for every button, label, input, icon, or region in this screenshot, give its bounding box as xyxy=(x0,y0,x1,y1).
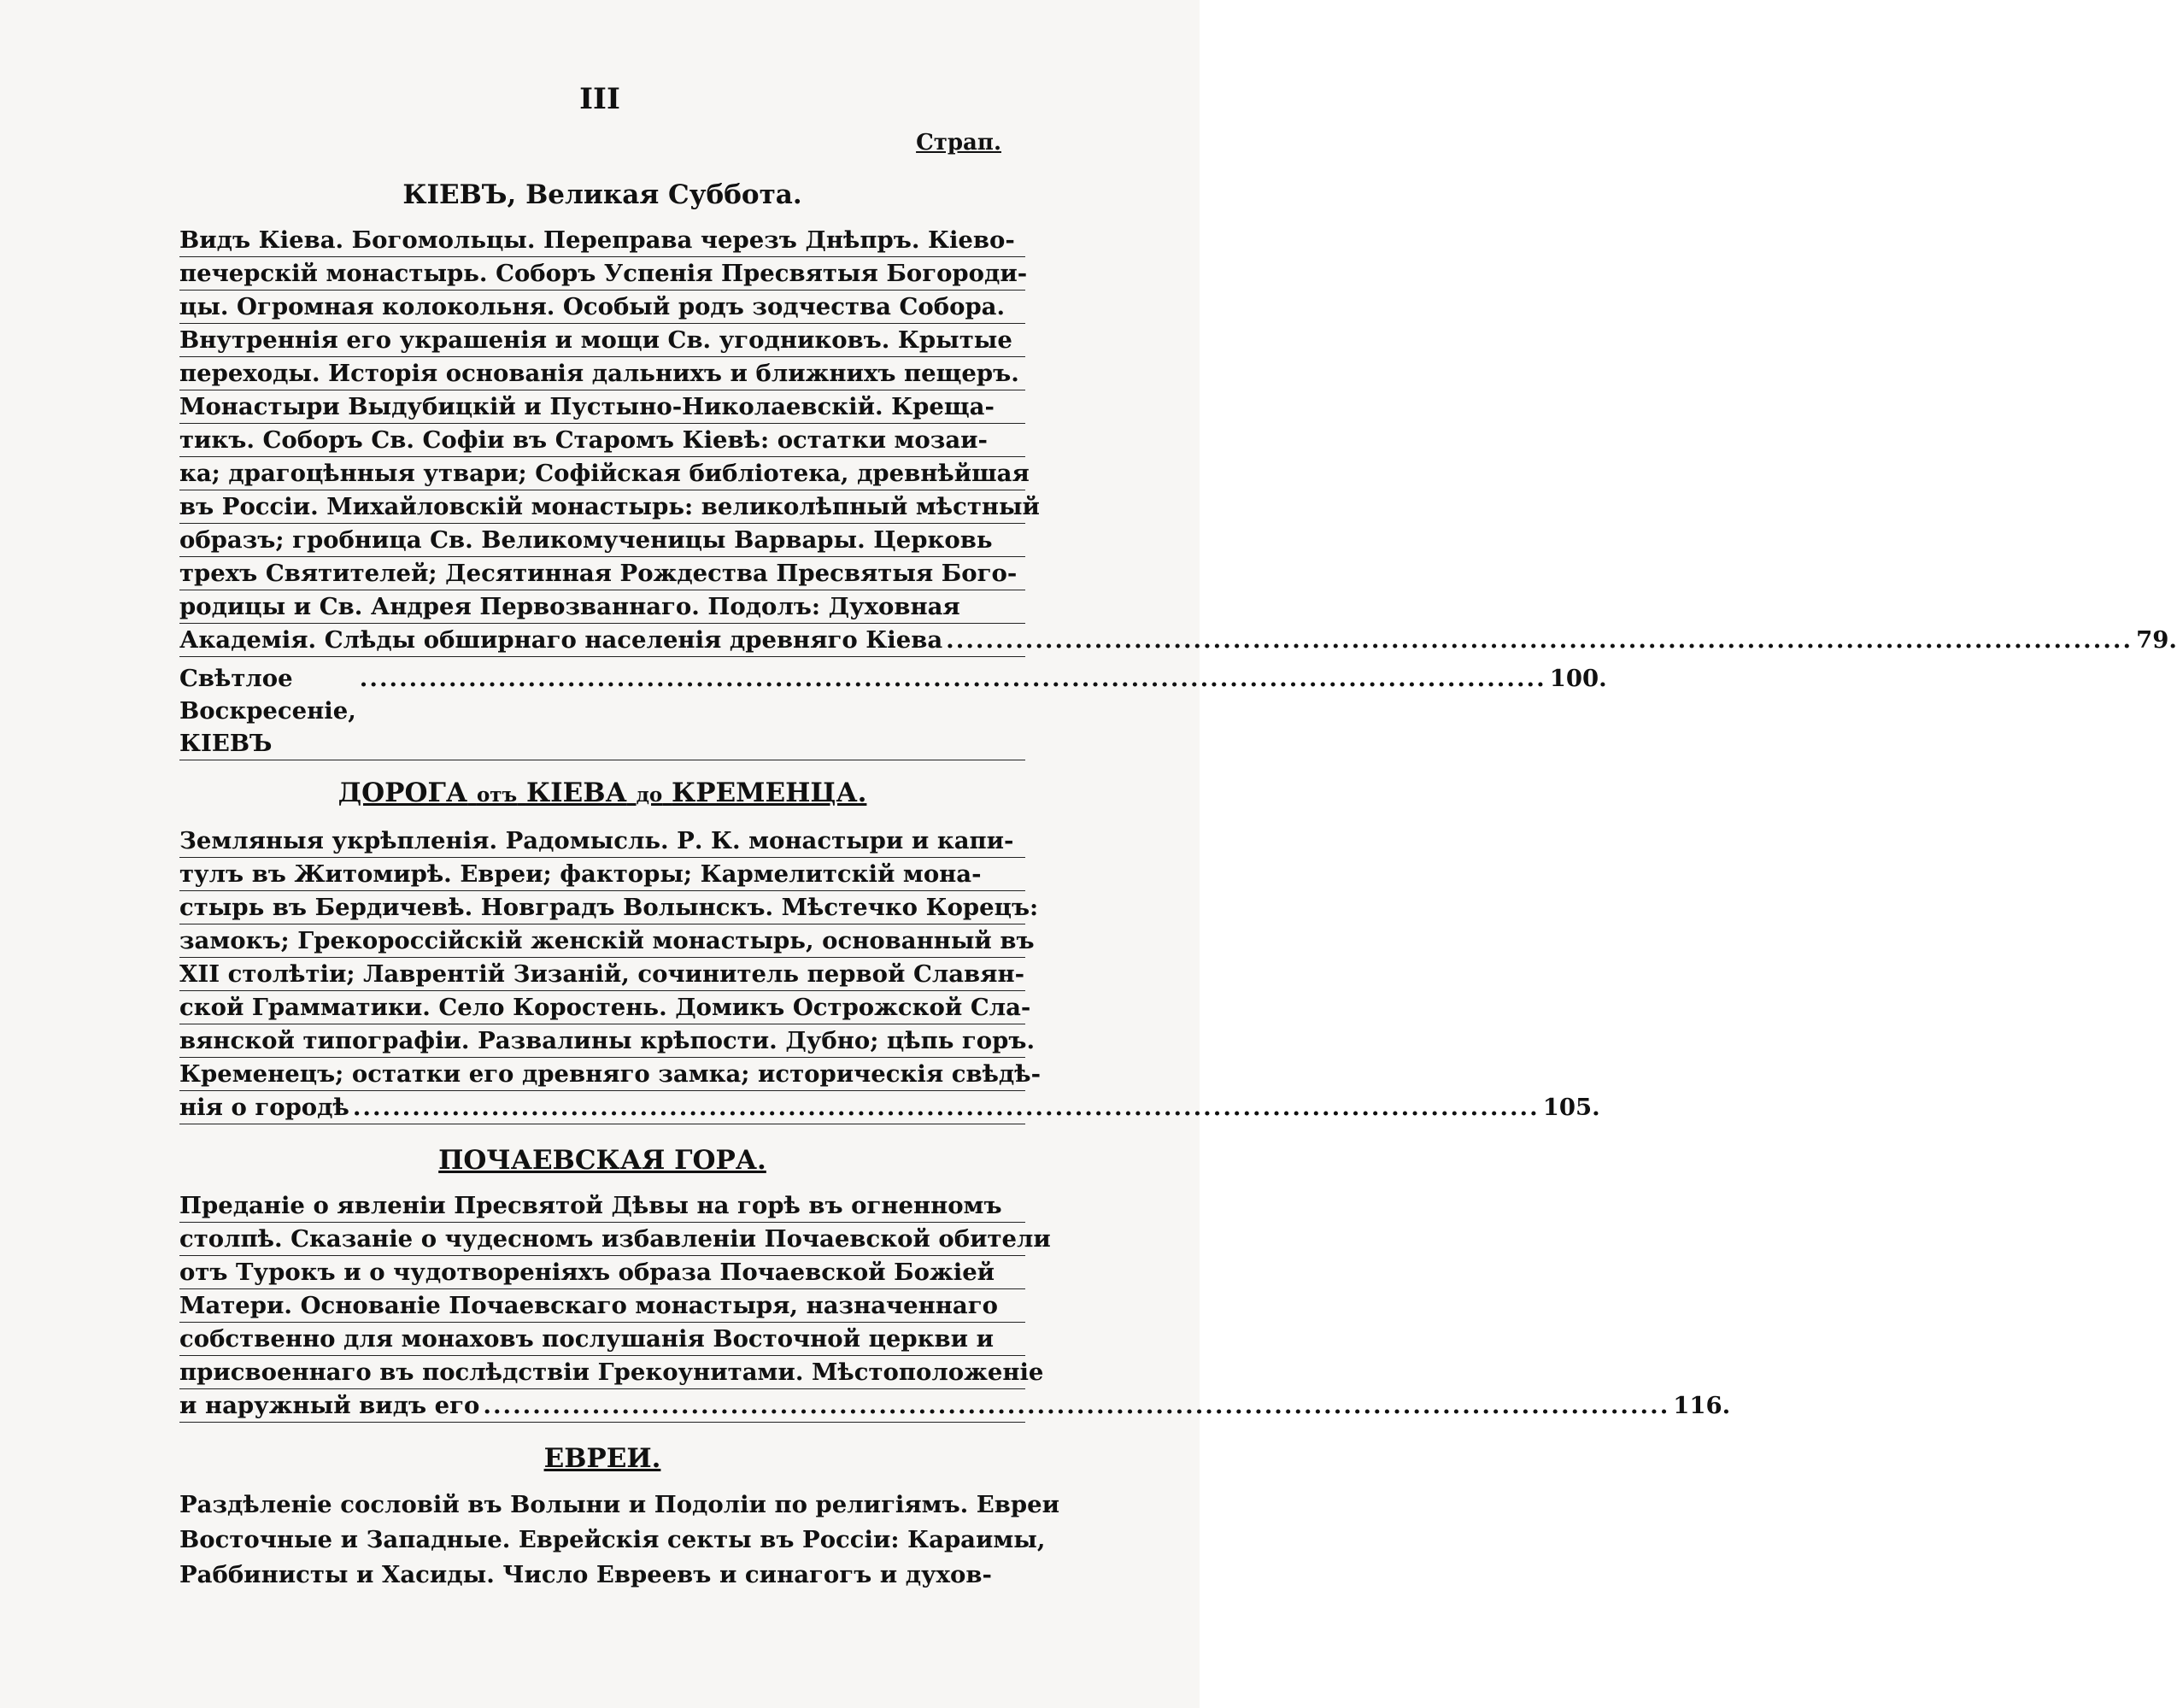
toc-entry-last-line xyxy=(179,1091,1600,1124)
toc-entry-line: замокъ; Грекороссійскій женскій монастырь, основанный въ xyxy=(179,924,1025,958)
section-title-road xyxy=(179,776,1025,813)
title-word: КІЕВА xyxy=(525,778,627,808)
leader-dots: ........................................................................................................................ xyxy=(352,1094,1540,1121)
title-word: КРЕМЕНЦА. xyxy=(672,778,867,808)
toc-entry-line: Раббинисты и Хасиды. Число Евреевъ и синагогъ и духов- xyxy=(179,1561,992,1588)
toc-entry-text: и наружный видъ его xyxy=(179,1392,480,1419)
toc-entry-line: Видъ Кіева. Богомольцы. Переправа черезъ Днѣпръ. Кіево- xyxy=(179,224,1025,257)
toc-entry-line: Внутреннія его украшенія и мощи Св. угодниковъ. Крытые xyxy=(179,324,1025,357)
toc-entry-line: образъ; гробница Св. Великомученицы Варвары. Церковь xyxy=(179,524,1025,557)
leader-dots: ........................................................................................................................ xyxy=(359,665,1546,692)
toc-entry-line: Преданіе о явленіи Пресвятой Дѣвы на горѣ въ огненномъ xyxy=(179,1189,1025,1223)
toc-entry-line: столпѣ. Сказаніе о чудесномъ избавленіи Почаевской обители xyxy=(179,1223,1025,1256)
section-title-jews: ЕВРЕИ. xyxy=(543,1443,661,1474)
toc-entry-line: Монастыри Выдубицкій и Пустыно-Николаевскій. Креща- xyxy=(179,390,1025,424)
leader-dots: ........................................................................................................................ xyxy=(483,1392,1670,1419)
toc-entry-line: отъ Турокъ и о чудотвореніяхъ образа Почаевской Божіей xyxy=(179,1256,1025,1289)
toc-entry-text: нія о городѣ xyxy=(179,1094,349,1121)
toc-entry-line: тикъ. Соборъ Св. Софіи въ Старомъ Кіевѣ: остатки мозаи- xyxy=(179,424,1025,457)
toc-entry-line: вянской типографіи. Развалины крѣпости. Дубно; цѣпь горъ. xyxy=(179,1024,1025,1058)
page-ref: 79. xyxy=(2136,626,2177,654)
toc-entry-last-line xyxy=(179,1389,1731,1423)
toc-entry-line: Раздѣленіе сословій въ Волыни и Подоліи по религіямъ. Евреи xyxy=(179,1491,1060,1518)
page-column-label: Страп. xyxy=(916,130,1001,156)
toc-entry-line: въ Россіи. Михайловскій монастырь: великолѣпный мѣстный xyxy=(179,490,1025,524)
toc-entry-line: Восточные и Западные. Еврейскія секты въ Россіи: Караимы, xyxy=(179,1526,1046,1553)
toc-entry-last-line xyxy=(179,624,2177,657)
section-title-kiev: КІЕВЪ, Великая Суббота. xyxy=(402,179,802,210)
toc-entry-jews xyxy=(179,1488,1060,1593)
toc-entry-line: собственно для монаховъ послушанія Восточной церкви и xyxy=(179,1323,1025,1356)
toc-entry-kiev xyxy=(179,224,2177,657)
toc-entry-line: тулъ въ Житомирѣ. Евреи; факторы; Кармелитскій мона- xyxy=(179,858,1025,891)
title-word: ДОРОГА xyxy=(337,778,468,808)
page-ref: 100. xyxy=(1549,665,1607,692)
toc-entry-easter xyxy=(179,662,1607,760)
toc-entry-road xyxy=(179,825,1600,1124)
toc-entry-line: присвоеннаго въ послѣдствіи Грекоунитами. Мѣстоположеніе xyxy=(179,1356,1025,1389)
toc-entry-line: цы. Огромная колокольня. Особый родъ зодчества Собора. xyxy=(179,291,1025,324)
toc-entry-pochaev xyxy=(179,1189,1731,1423)
page-number: III xyxy=(579,82,620,116)
table-of-contents xyxy=(179,171,2177,1593)
toc-entry-line: Кременецъ; остатки его древняго замка; историческія свѣдѣ- xyxy=(179,1058,1025,1091)
title-word: отъ xyxy=(476,784,518,807)
title-word: до xyxy=(636,784,663,807)
toc-entry-line: ской Грамматики. Село Коростень. Домикъ Острожской Сла- xyxy=(179,991,1025,1024)
toc-entry-line: трехъ Святителей; Десятинная Рождества Пресвятыя Бого- xyxy=(179,557,1025,590)
toc-entry-line: Земляныя укрѣпленія. Радомысль. Р. К. монастыри и капи- xyxy=(179,825,1025,858)
toc-entry-line: стырь въ Бердичевѣ. Новградъ Волынскъ. Мѣстечко Корецъ: xyxy=(179,891,1025,924)
page-ref: 116. xyxy=(1673,1392,1731,1419)
toc-entry-text: Свѣтлое Воскресеніе, КІЕВЪ xyxy=(179,665,356,757)
page-ref: 105. xyxy=(1542,1094,1600,1121)
toc-entry-line: родицы и Св. Андрея Первозваннаго. Подолъ: Духовная xyxy=(179,590,1025,624)
toc-entry-line: XII столѣтіи; Лаврентій Зизаній, сочинитель первой Славян- xyxy=(179,958,1025,991)
toc-entry-line: печерскій монастырь. Соборъ Успенія Пресвятыя Богороди- xyxy=(179,257,1025,291)
toc-entry-line: ка; драгоцѣнныя утвари; Софійская библіотека, древнѣйшая xyxy=(179,457,1025,490)
leader-dots: ........................................................................................................................ xyxy=(946,626,2133,654)
toc-entry-text: Академія. Слѣды обширнаго населенія древняго Кіева xyxy=(179,626,943,654)
toc-entry-line: переходы. Исторія основанія дальнихъ и ближнихъ пещеръ. xyxy=(179,357,1025,390)
section-title-pochaev: ПОЧАЕВСКАЯ ГОРА. xyxy=(438,1145,766,1176)
toc-entry-line: Матери. Основаніе Почаевскаго монастыря, назначеннаго xyxy=(179,1289,1025,1323)
